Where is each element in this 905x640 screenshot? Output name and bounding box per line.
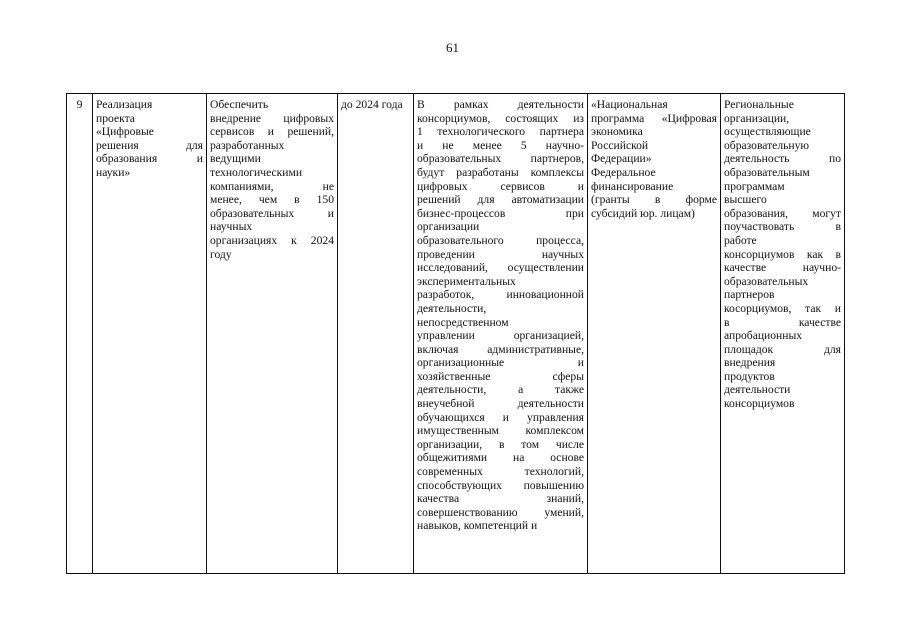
- text-line: организации,: [724, 111, 790, 125]
- text-line: деятельности, а также: [417, 383, 584, 397]
- text-line: образовательным: [724, 165, 810, 179]
- text-line: исследований, осуществлении: [417, 261, 584, 275]
- text-line: компаниями, не: [210, 179, 334, 193]
- text-line: Региональные: [724, 98, 794, 111]
- text-line: образовательного процесса,: [417, 233, 584, 247]
- text-line: образовательную: [724, 138, 810, 152]
- text-line: экспериментальных: [417, 274, 516, 288]
- text-line: общежитиями на основе: [417, 451, 584, 465]
- text-line: навыков, компетенций и: [417, 519, 538, 533]
- text-line: образовательных и: [210, 206, 334, 220]
- text-line: консорциумов, состоящих из: [417, 111, 584, 125]
- text-line: и не менее 5 научно-: [417, 138, 584, 152]
- text-line: образования и: [96, 152, 203, 166]
- measures-table: [66, 93, 845, 574]
- deadline-text: до 2024 года: [341, 98, 403, 111]
- participants-cell: [721, 94, 845, 574]
- text-line: экономика: [591, 125, 643, 139]
- text-line: образования, могут: [724, 206, 841, 220]
- text-line: апробационных: [724, 329, 803, 343]
- text-line: цифровых сервисов и: [417, 179, 584, 193]
- row-number: 9: [76, 98, 83, 111]
- project-name-cell: [93, 94, 207, 574]
- text-line: бизнес-процессов при: [417, 206, 584, 220]
- text-line: продуктов: [724, 369, 775, 383]
- text-line: сервисов и решений,: [210, 125, 334, 139]
- text-line: В рамках деятельности: [417, 98, 584, 111]
- text-line: решений для автоматизации: [417, 193, 584, 207]
- text-line: будут разработаны комплексы: [417, 165, 584, 179]
- text-line: консорциумов как в: [724, 247, 841, 261]
- text-line: способствующих повышению: [417, 478, 584, 492]
- text-line: косорциумов, так и: [724, 301, 841, 315]
- text-line: программам: [724, 179, 785, 193]
- text-line: площадок для: [724, 342, 841, 356]
- text-line: совершенствованию умений,: [417, 505, 584, 519]
- text-line: внедрение цифровых: [210, 111, 334, 125]
- text-line: в качестве: [724, 315, 841, 329]
- measure-cell: [207, 94, 338, 574]
- text-line: деятельности: [724, 383, 791, 397]
- text-line: «Цифровые: [96, 125, 154, 139]
- text-line: обучающихся и управления: [417, 410, 584, 424]
- funding-source-text: [591, 98, 717, 220]
- text-line: технологическими: [210, 165, 303, 179]
- text-line: субсидий юр. лицам): [591, 206, 695, 220]
- text-line: высшего: [724, 193, 767, 207]
- text-line: образовательных: [724, 274, 809, 288]
- text-line: году: [210, 247, 232, 261]
- text-line: консорциумов: [724, 397, 795, 411]
- text-line: качества знаний,: [417, 492, 584, 506]
- text-line: проекта: [96, 111, 135, 125]
- text-line: 1 технологического партнера: [417, 125, 584, 139]
- participants-text: [724, 98, 841, 411]
- text-line: Федерации»: [591, 152, 652, 166]
- text-line: партнеров: [724, 288, 775, 302]
- description-text: [417, 98, 584, 533]
- text-line: разработанных: [210, 138, 285, 152]
- text-line: деятельности,: [417, 301, 487, 315]
- text-line: имущественным комплексом: [417, 424, 584, 438]
- description-cell: [414, 94, 588, 574]
- deadline-cell: [338, 94, 414, 574]
- text-line: качестве научно-: [724, 261, 841, 275]
- text-line: внедрения: [724, 356, 776, 370]
- text-line: управлении организацией,: [417, 329, 584, 343]
- text-line: менее, чем в 150: [210, 193, 334, 207]
- text-line: современных технологий,: [417, 465, 584, 479]
- text-line: организационные и: [417, 356, 584, 370]
- text-line: осуществляющие: [724, 125, 811, 139]
- funding-source-cell: [588, 94, 721, 574]
- text-line: поучаствовать в: [724, 220, 841, 234]
- text-line: деятельность по: [724, 152, 841, 166]
- text-line: ведущими: [210, 152, 261, 166]
- text-line: решения для: [96, 138, 203, 152]
- text-line: науки»: [96, 165, 131, 179]
- text-line: организации: [417, 220, 480, 234]
- text-line: (гранты в форме: [591, 193, 717, 207]
- measure-text: [210, 98, 334, 261]
- text-line: включая административные,: [417, 342, 584, 356]
- text-line: организациях к 2024: [210, 233, 334, 247]
- text-line: образовательных партнеров,: [417, 152, 584, 166]
- text-line: хозяйственные сферы: [417, 369, 584, 383]
- text-line: программа «Цифровая: [591, 111, 717, 125]
- row-number-cell: [67, 94, 93, 574]
- project-name: [96, 98, 203, 180]
- page-number: 61: [446, 40, 459, 55]
- text-line: непосредственном: [417, 315, 509, 329]
- text-line: «Национальная: [591, 98, 668, 111]
- text-line: работе: [724, 233, 757, 247]
- text-line: Обеспечить: [210, 98, 269, 111]
- text-line: Федеральное: [591, 165, 656, 179]
- text-line: Реализация: [96, 98, 153, 111]
- text-line: Российской: [591, 138, 649, 152]
- text-line: проведении научных: [417, 247, 584, 261]
- text-line: организации, в том числе: [417, 437, 584, 451]
- table-row: [67, 94, 845, 574]
- text-line: внеучебной деятельности: [417, 397, 584, 411]
- text-line: научных: [210, 220, 253, 234]
- text-line: разработок, инновационной: [417, 288, 584, 302]
- text-line: финансирование: [591, 179, 674, 193]
